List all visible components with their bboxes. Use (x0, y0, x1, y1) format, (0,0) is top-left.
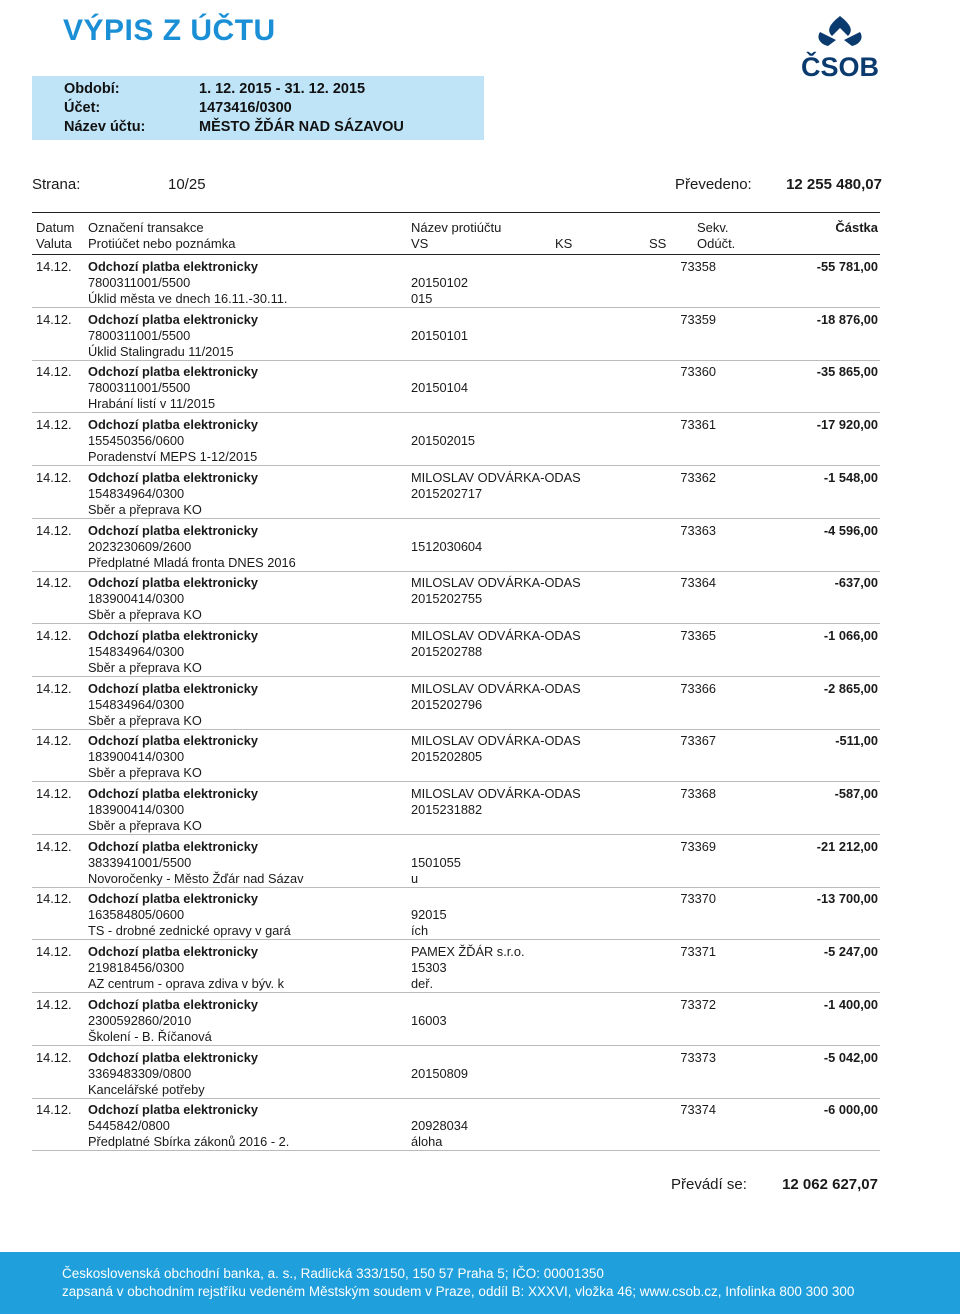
row-sequence: 73359 (680, 312, 716, 327)
row-vs: 2015202796 (411, 697, 483, 712)
account-row: Účet: 1473416/0300 (64, 100, 292, 116)
row-date: 14.12. (36, 681, 72, 696)
row-divider (32, 729, 880, 730)
row-note: Předplatné Sbírka zákonů 2016 - 2. (88, 1134, 290, 1149)
row-amount: -17 920,00 (816, 417, 878, 432)
row-vs: 1501055 (411, 855, 461, 870)
row-amount: -55 781,00 (816, 259, 878, 274)
row-amount: -6 000,00 (823, 1102, 878, 1117)
row-date: 14.12. (36, 786, 72, 801)
footer-line-1: Československá obchodní banka, a. s., Radlická 333/150, 150 57 Praha 5; IČO: 00001350 (62, 1266, 604, 1281)
row-sequence: 73366 (680, 681, 716, 696)
row-type: Odchozí platba elektronicky (88, 1102, 258, 1117)
row-sequence: 73358 (680, 259, 716, 274)
row-note: Sběr a přeprava KO (88, 660, 202, 675)
row-vs: 2015202805 (411, 749, 483, 764)
table-row (32, 362, 880, 414)
table-row (32, 1048, 880, 1100)
row-date: 14.12. (36, 628, 72, 643)
row-divider (32, 1098, 880, 1099)
row-date: 14.12. (36, 259, 72, 274)
row-vs: 20150102 (411, 275, 468, 290)
carried-label: Převedeno: (675, 176, 752, 193)
svg-text:ČSOB: ČSOB (800, 52, 880, 82)
row-amount: -21 212,00 (816, 839, 878, 854)
row-vs-continued: deř. (411, 976, 434, 991)
row-divider (32, 465, 880, 466)
row-type: Odchozí platba elektronicky (88, 417, 258, 432)
col-oduct: Odúčt. (697, 236, 736, 251)
row-counter-account: 7800311001/5500 (88, 275, 191, 290)
row-sequence: 73367 (680, 733, 716, 748)
row-date: 14.12. (36, 839, 72, 854)
row-sequence: 73364 (680, 575, 716, 590)
row-divider (32, 412, 880, 413)
row-divider (32, 939, 880, 940)
row-sequence: 73361 (680, 417, 716, 432)
row-amount: -2 865,00 (823, 681, 878, 696)
table-row (32, 468, 880, 520)
row-type: Odchozí platba elektronicky (88, 944, 258, 959)
row-divider (32, 360, 880, 361)
table-row (32, 731, 880, 783)
row-counter-account: 183900414/0300 (88, 591, 185, 606)
row-date: 14.12. (36, 575, 72, 590)
col-ks: KS (555, 236, 573, 251)
table-row (32, 837, 880, 889)
row-vs: 201502015 (411, 433, 476, 448)
row-divider (32, 887, 880, 888)
row-note: Sběr a přeprava KO (88, 607, 202, 622)
row-counter-account: 154834964/0300 (88, 644, 185, 659)
row-counter-account: 2300592860/2010 (88, 1013, 192, 1028)
row-note: Sběr a přeprava KO (88, 818, 202, 833)
row-counter-name: MILOSLAV ODVÁRKA-ODAS (411, 628, 581, 643)
row-sequence: 73362 (680, 470, 716, 485)
row-amount: -5 247,00 (823, 944, 878, 959)
table-row (32, 942, 880, 994)
row-divider (32, 518, 880, 519)
row-note: Předplatné Mladá fronta DNES 2016 (88, 555, 296, 570)
table-row (32, 415, 880, 467)
row-amount: -587,00 (834, 786, 878, 801)
row-counter-name: MILOSLAV ODVÁRKA-ODAS (411, 733, 581, 748)
col-valuta: Valuta (36, 236, 72, 251)
col-date: Datum (36, 220, 75, 235)
row-date: 14.12. (36, 470, 72, 485)
row-divider (32, 992, 880, 993)
row-note: Hrabání listí v 11/2015 (88, 396, 216, 411)
row-divider (32, 676, 880, 677)
row-type: Odchozí platba elektronicky (88, 1050, 258, 1065)
row-sequence: 73373 (680, 1050, 716, 1065)
row-sequence: 73365 (680, 628, 716, 643)
header-bottom-rule (32, 254, 880, 255)
row-date: 14.12. (36, 1102, 72, 1117)
row-amount: -5 042,00 (823, 1050, 878, 1065)
row-divider (32, 1045, 880, 1046)
row-vs: 2015231882 (411, 802, 483, 817)
row-divider (32, 1150, 880, 1151)
row-vs-continued: ích (411, 923, 429, 938)
row-date: 14.12. (36, 312, 72, 327)
row-amount: -511,00 (835, 733, 878, 748)
row-vs: 20928034 (411, 1118, 468, 1133)
row-counter-account: 3369483309/0800 (88, 1066, 192, 1081)
row-date: 14.12. (36, 733, 72, 748)
table-row (32, 521, 880, 573)
row-amount: -18 876,00 (816, 312, 878, 327)
row-note: Úklid města ve dnech 16.11.-30.11. (88, 291, 288, 306)
row-note: Kancelářské potřeby (88, 1082, 205, 1097)
row-counter-account: 2023230609/2600 (88, 539, 192, 554)
row-sequence: 73360 (680, 364, 716, 379)
row-counter-name: PAMEX ŽĎÁR s.r.o. (411, 944, 525, 959)
row-note: Úklid Stalingradu 11/2015 (88, 344, 234, 359)
row-note: Sběr a přeprava KO (88, 765, 202, 780)
row-vs: 1512030604 (411, 539, 483, 554)
row-vs: 16003 (411, 1013, 447, 1028)
row-amount: -13 700,00 (816, 891, 878, 906)
row-vs: 92015 (411, 907, 447, 922)
row-type: Odchozí platba elektronicky (88, 786, 258, 801)
row-divider (32, 623, 880, 624)
csob-logo (790, 12, 890, 82)
row-divider (32, 781, 880, 782)
row-type: Odchozí platba elektronicky (88, 470, 258, 485)
row-date: 14.12. (36, 997, 72, 1012)
table-row (32, 995, 880, 1047)
row-amount: -1 066,00 (823, 628, 878, 643)
row-date: 14.12. (36, 891, 72, 906)
row-counter-account: 183900414/0300 (88, 802, 185, 817)
table-row (32, 573, 880, 625)
row-date: 14.12. (36, 1050, 72, 1065)
account-name-row: Název účtu: MĚSTO ŽĎÁR NAD SÁZAVOU (64, 119, 404, 135)
row-counter-account: 3833941001/5500 (88, 855, 192, 870)
row-divider (32, 834, 880, 835)
col-counter-name: Název protiúčtu (411, 220, 502, 235)
row-date: 14.12. (36, 523, 72, 538)
row-sequence: 73370 (680, 891, 716, 906)
row-note: Poradenství MEPS 1-12/2015 (88, 449, 258, 464)
row-date: 14.12. (36, 417, 72, 432)
row-counter-name: MILOSLAV ODVÁRKA-ODAS (411, 681, 581, 696)
row-vs: 2015202717 (411, 486, 483, 501)
col-counter: Protiúčet nebo poznámka (88, 236, 236, 251)
table-row (32, 1100, 880, 1152)
row-counter-account: 183900414/0300 (88, 749, 185, 764)
table-row (32, 784, 880, 836)
period-row: Období: 1. 12. 2015 - 31. 12. 2015 (64, 81, 366, 97)
footer-line-2: zapsaná v obchodním rejstříku vedeném Městským soudem v Praze, oddíl B: XXXVI, vložka 46; www.csob.cz, Infolinka 800 300 300 (62, 1284, 855, 1299)
row-note: Sběr a přeprava KO (88, 713, 202, 728)
row-amount: -35 865,00 (816, 364, 878, 379)
row-sequence: 73371 (680, 944, 716, 959)
col-sekv: Sekv. (697, 220, 729, 235)
row-divider (32, 571, 880, 572)
row-amount: -637,00 (834, 575, 878, 590)
header-top-rule (32, 212, 880, 213)
row-counter-name: MILOSLAV ODVÁRKA-ODAS (411, 786, 581, 801)
col-amount: Částka (835, 220, 878, 235)
table-row (32, 626, 880, 678)
row-sequence: 73372 (680, 997, 716, 1012)
row-counter-account: 7800311001/5500 (88, 328, 191, 343)
row-type: Odchozí platba elektronicky (88, 997, 258, 1012)
row-type: Odchozí platba elektronicky (88, 523, 258, 538)
row-vs: 2015202755 (411, 591, 483, 606)
row-type: Odchozí platba elektronicky (88, 364, 258, 379)
footer-band (0, 1252, 960, 1314)
row-vs: 20150101 (411, 328, 468, 343)
row-amount: -1 400,00 (823, 997, 878, 1012)
row-note: AZ centrum - oprava zdiva v býv. k (88, 976, 285, 991)
row-sequence: 73369 (680, 839, 716, 854)
row-date: 14.12. (36, 364, 72, 379)
row-counter-account: 5445842/0800 (88, 1118, 170, 1133)
row-counter-name: MILOSLAV ODVÁRKA-ODAS (411, 575, 581, 590)
table-row (32, 310, 880, 362)
col-ss: SS (649, 236, 667, 251)
row-vs-continued: 015 (411, 291, 433, 306)
row-counter-account: 7800311001/5500 (88, 380, 191, 395)
table-row (32, 257, 880, 309)
row-vs: 2015202788 (411, 644, 483, 659)
row-vs: 20150104 (411, 380, 468, 395)
row-counter-name: MILOSLAV ODVÁRKA-ODAS (411, 470, 581, 485)
row-type: Odchozí platba elektronicky (88, 628, 258, 643)
row-type: Odchozí platba elektronicky (88, 891, 258, 906)
row-type: Odchozí platba elektronicky (88, 733, 258, 748)
row-type: Odchozí platba elektronicky (88, 839, 258, 854)
page-title: VÝPIS Z ÚČTU (63, 14, 276, 47)
row-vs-continued: áloha (411, 1134, 443, 1149)
row-type: Odchozí platba elektronicky (88, 681, 258, 696)
transfer-value: 12 062 627,07 (782, 1176, 878, 1193)
row-amount: -4 596,00 (823, 523, 878, 538)
col-designation: Označení transakce (88, 220, 204, 235)
table-row (32, 889, 880, 941)
row-vs: 20150809 (411, 1066, 468, 1081)
row-note: TS - drobné zednické opravy v gará (88, 923, 291, 938)
page-label: Strana: (32, 176, 81, 193)
row-type: Odchozí platba elektronicky (88, 312, 258, 327)
row-note: Školení - B. Říčanová (88, 1029, 212, 1044)
table-row (32, 679, 880, 731)
page-value: 10/25 (168, 176, 206, 193)
col-vs: VS (411, 236, 429, 251)
carried-value: 12 255 480,07 (786, 176, 882, 193)
row-counter-account: 163584805/0600 (88, 907, 185, 922)
row-type: Odchozí platba elektronicky (88, 259, 258, 274)
row-sequence: 73374 (680, 1102, 716, 1117)
row-counter-account: 154834964/0300 (88, 486, 185, 501)
row-vs-continued: u (411, 871, 419, 886)
row-amount: -1 548,00 (823, 470, 878, 485)
row-counter-account: 154834964/0300 (88, 697, 185, 712)
row-sequence: 73368 (680, 786, 716, 801)
row-sequence: 73363 (680, 523, 716, 538)
row-note: Sběr a přeprava KO (88, 502, 202, 517)
row-vs: 15303 (411, 960, 447, 975)
row-counter-account: 155450356/0600 (88, 433, 185, 448)
row-divider (32, 307, 880, 308)
row-date: 14.12. (36, 944, 72, 959)
row-counter-account: 219818456/0300 (88, 960, 185, 975)
row-note: Novoročenky - Město Žďár nad Sázav (88, 871, 304, 886)
transfer-label: Převádí se: (671, 1176, 747, 1193)
row-type: Odchozí platba elektronicky (88, 575, 258, 590)
